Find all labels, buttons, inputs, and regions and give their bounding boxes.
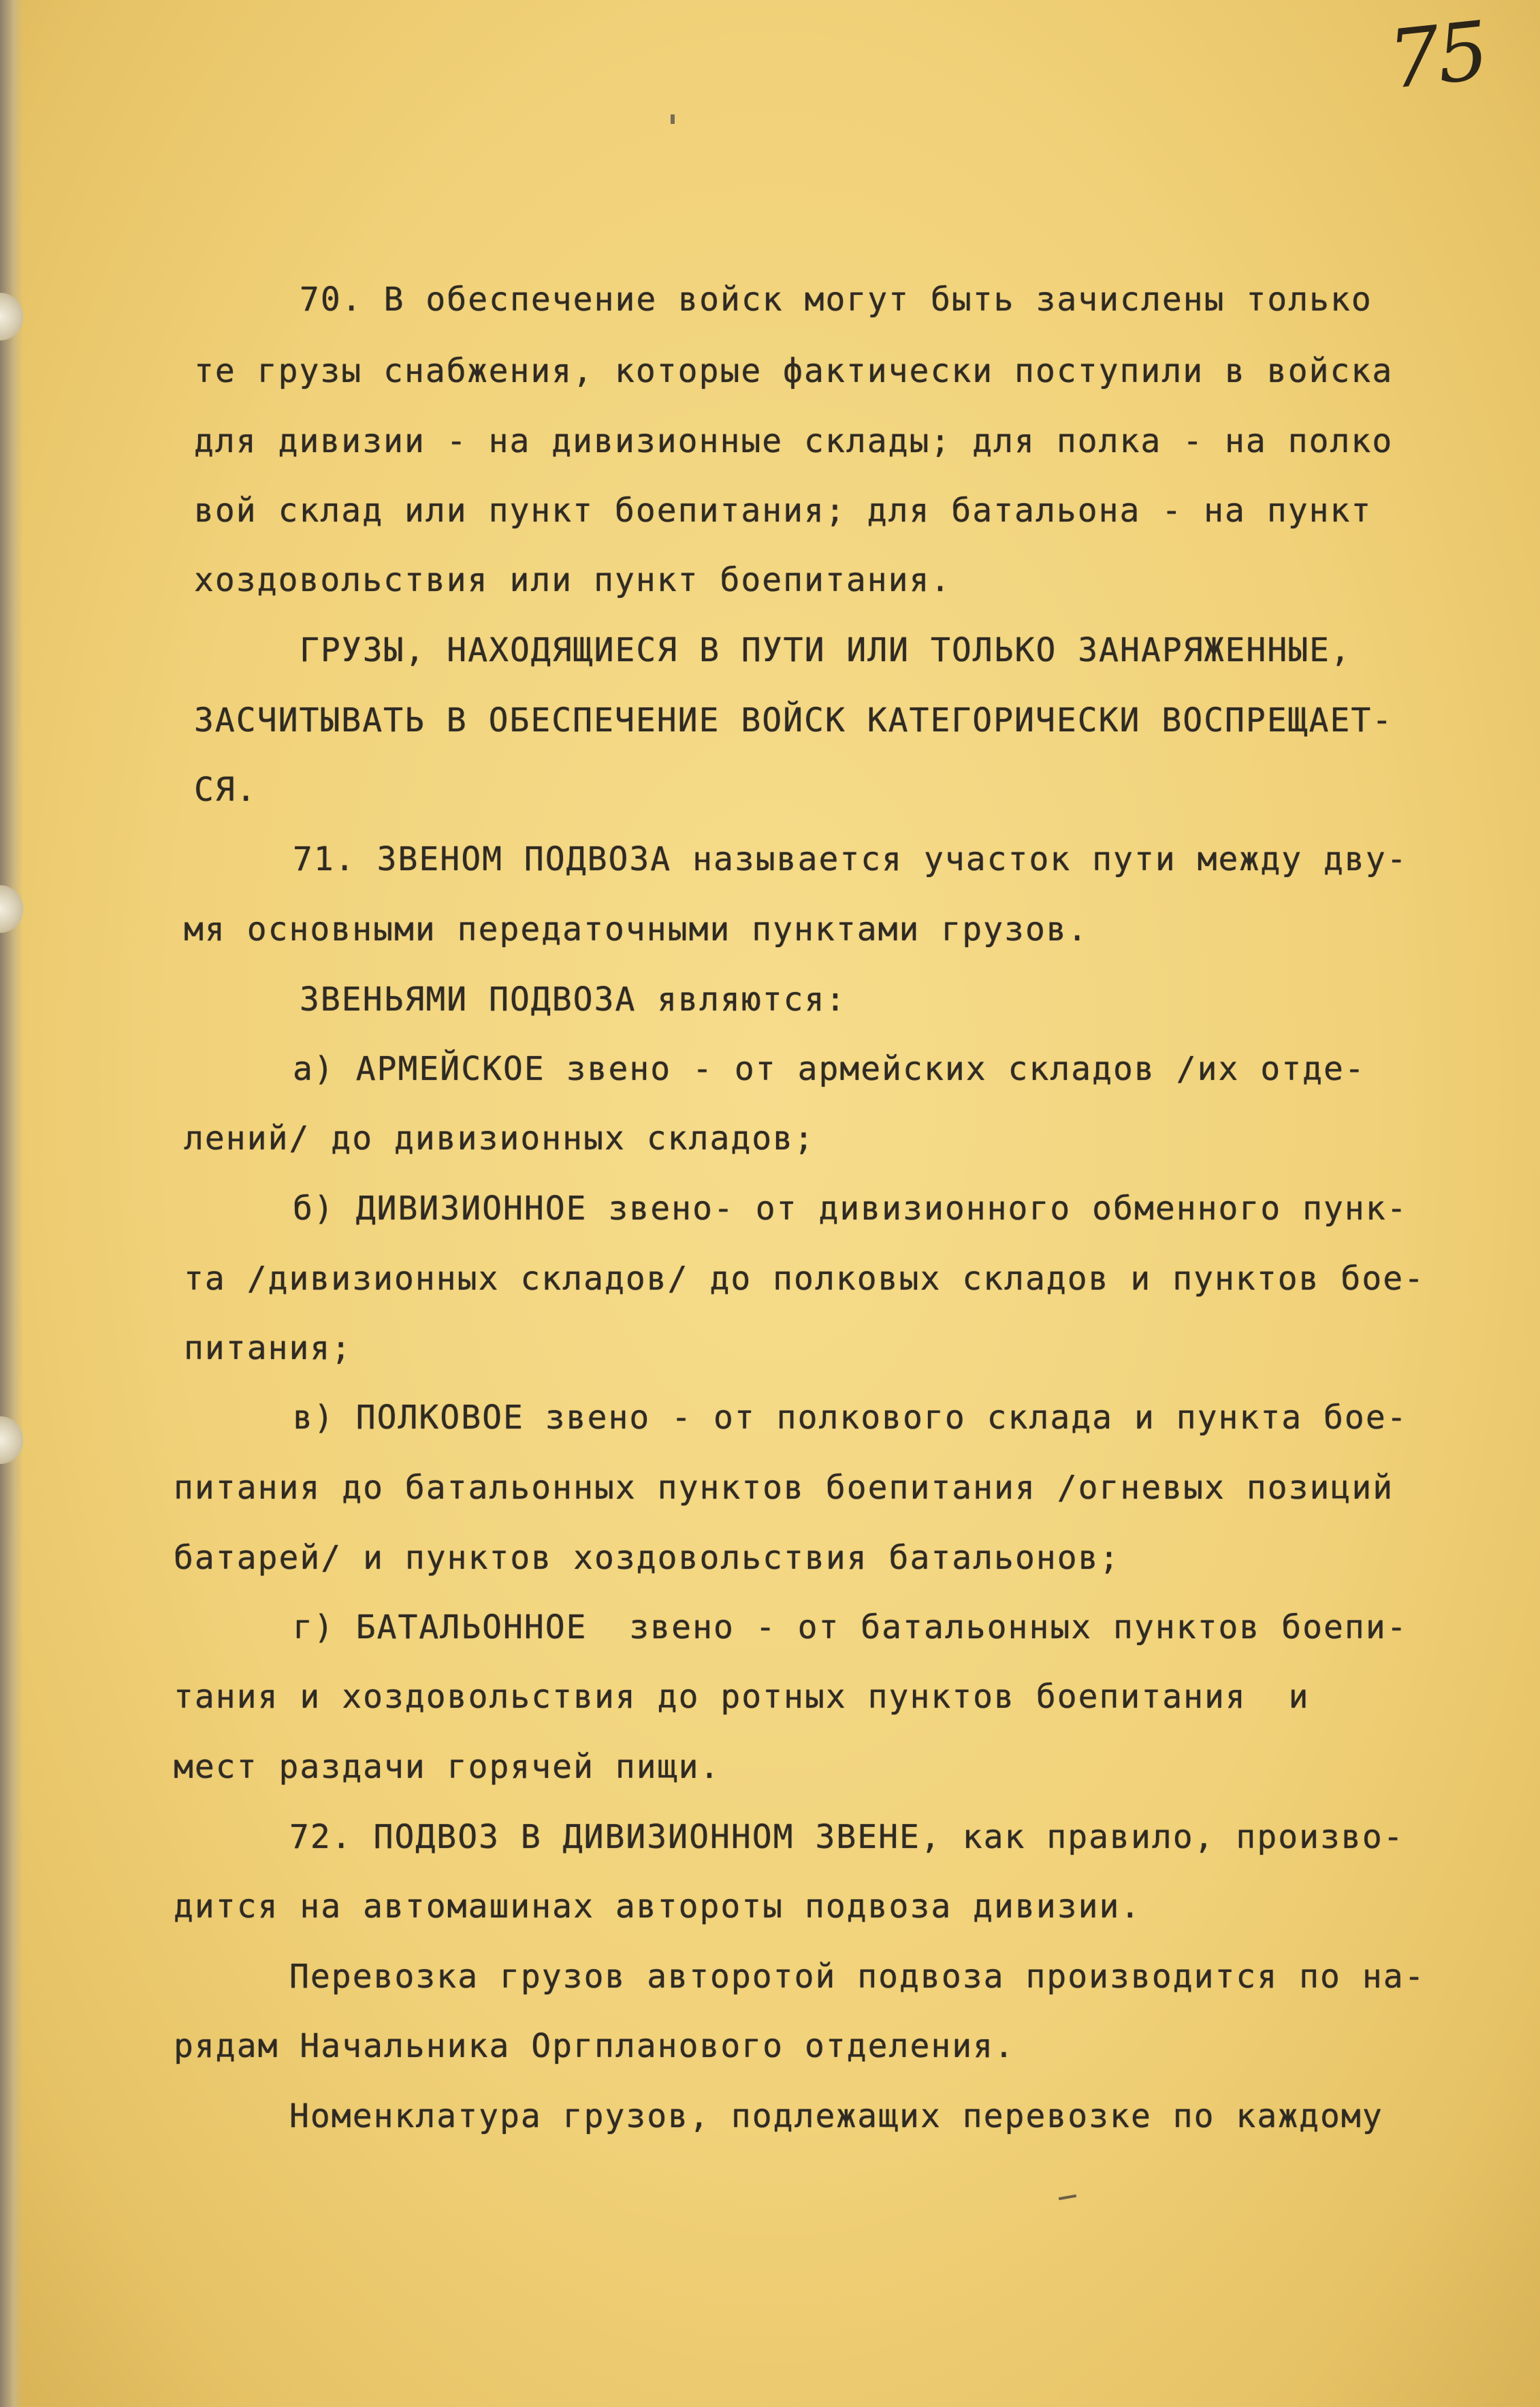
text-line: мя основными передаточными пунктами грузов. [184,910,1089,949]
text-line: лений/ до дивизионных складов; [184,1119,815,1158]
handwritten-page-number: 75 [1384,3,1490,108]
text-line: мест раздачи горячей пищи. [174,1748,721,1786]
text-line: питания; [184,1329,353,1367]
paper-speck [671,114,675,124]
text-line: в) ПОЛКОВОЕ звено - от полкового склада и пункта бое- [293,1399,1408,1437]
text-line: те грузы снабжения, которые фактически поступили в войска [194,352,1394,390]
text-line: г) БАТАЛЬОННОЕ звено - от батальонных пунктов боепи- [293,1608,1408,1646]
text-line: хоздовольствия или пункт боепитания. [194,561,952,599]
text-line: батарей/ и пунктов хоздовольствия батальонов; [174,1539,1121,1577]
text-line: ГРУЗЫ, НАХОДЯЩИЕСЯ В ПУТИ ИЛИ ТОЛЬКО ЗАНАРЯЖЕННЫЕ, [300,631,1351,669]
text-line: для дивизии - на дивизионные склады; для полка - на полко [194,422,1394,460]
text-line: питания до батальонных пунктов боепитания /огневых позиций [174,1469,1394,1507]
text-line: тания и хоздовольствия до ротных пунктов боепитания и [174,1678,1310,1716]
text-line: ЗАСЧИТЫВАТЬ В ОБЕСПЕЧЕНИЕ ВОЙСК КАТЕГОРИЧЕСКИ ВОСПРЕЩАЕТ- [194,701,1394,739]
text-line: рядам Начальника Оргпланового отделения. [174,2027,1015,2065]
text-line: 72. ПОДВОЗ В ДИВИЗИОННОМ ЗВЕНЕ, как правило, произво- [289,1818,1405,1856]
text-line: Перевозка грузов авторотой подвоза производится по на- [289,1958,1426,1996]
text-line: б) ДИВИЗИОННОЕ звено- от дивизионного обменного пунк- [293,1190,1408,1228]
text-line: вой склад или пункт боепитания; для батальона - на пункт [194,492,1373,530]
text-line: 71. ЗВЕНОМ ПОДВОЗА называется участок пути между дву- [293,840,1408,878]
text-line: та /дивизионных складов/ до полковых складов и пунктов бое- [184,1260,1426,1298]
text-line: дится на автомашинах автороты подвоза дивизии. [174,1887,1142,1926]
text-line: 70. В обеспечение войск могут быть зачислены только [300,281,1373,319]
text-line: Номенклатура грузов, подлежащих перевозке по каждому [289,2097,1383,2135]
text-line: СЯ. [194,771,257,809]
text-line: а) АРМЕЙСКОЕ звено - от армейских складов /их отде- [293,1050,1366,1088]
text-line: ЗВЕНЬЯМИ ПОДВОЗА являются: [300,981,847,1019]
